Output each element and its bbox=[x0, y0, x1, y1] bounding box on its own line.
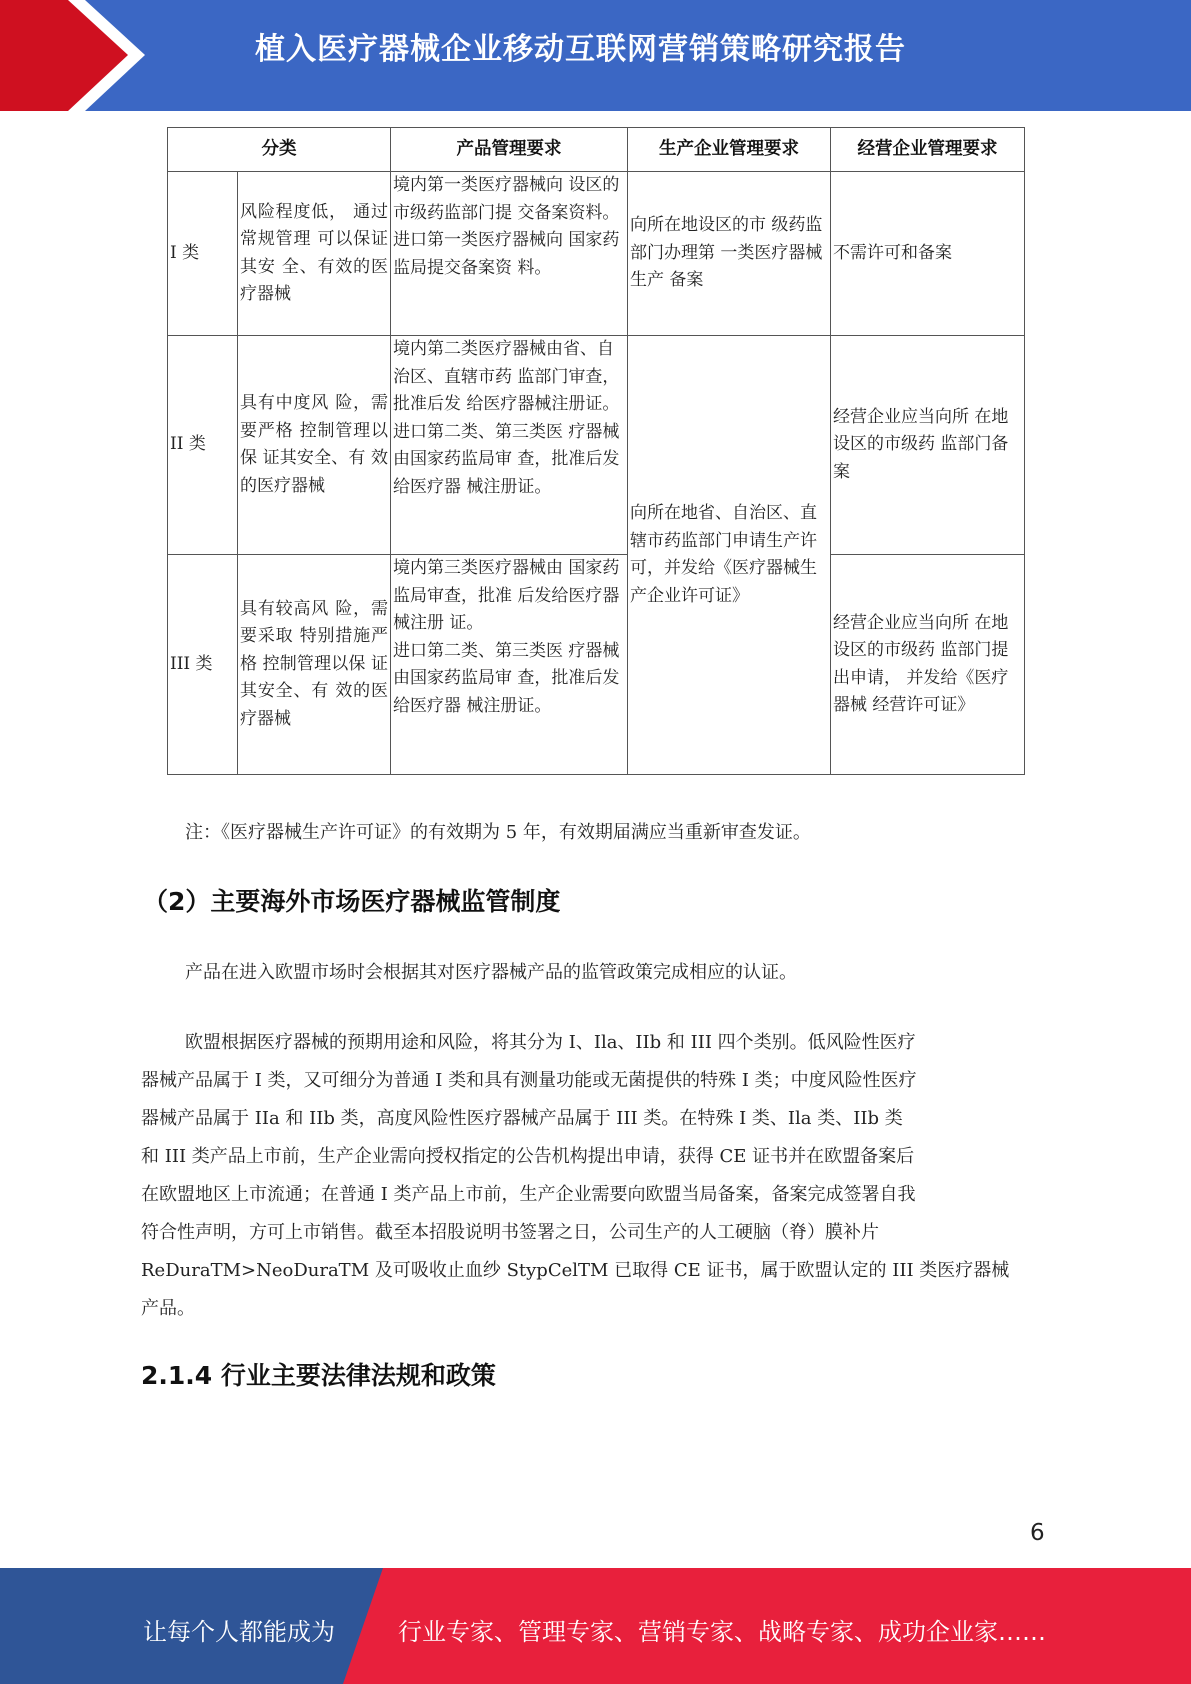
header-manufacturer-requirements: 生产企业管理要求 bbox=[628, 128, 831, 172]
table-row bbox=[168, 555, 1025, 775]
paragraph-line: 和 III 类产品上市前，生产企业需向授权指定的公告机构提出申请，获得 CE 证书并在欧盟备案后 bbox=[141, 1146, 915, 1167]
risk-cell: 具有中度风 险，需要严格 控制管理以保 证其安全、有 效的医疗器械 bbox=[238, 336, 391, 555]
product-requirement-cell bbox=[391, 336, 628, 555]
paragraph-line: 欧盟根据医疗器械的预期用途和风险，将其分为 I、Ila、IIb 和 III 四个类别。低风险性医疗 bbox=[185, 1032, 916, 1053]
class-cell: I 类 bbox=[168, 172, 238, 336]
risk-cell: 具有较高风 险，需要采取 特别措施严格 控制管理以保 证其安全、有 效的医疗器械 bbox=[238, 555, 391, 775]
regulation-table bbox=[167, 127, 1025, 775]
paragraph-line: 器械产品属于 IIa 和 IIb 类，高度风险性医疗器械产品属于 III 类。在特殊 I 类、Ila 类、IIb 类 bbox=[141, 1108, 903, 1129]
business-requirement-cell: 经营企业应当向所 在地设区的市级药 监部门备案 bbox=[831, 336, 1025, 555]
business-requirement-cell: 经营企业应当向所 在地设区的市级药 监部门提出申请， 并发给《医疗器械 经营许可证》 bbox=[831, 555, 1025, 775]
product-requirement-cell bbox=[391, 172, 628, 336]
page-header-band bbox=[0, 0, 1191, 111]
footer-slogan-left: 让每个人都能成为 bbox=[143, 1618, 335, 1646]
production-requirement-cell: 向所在地省、自治区、直辖市药监部门申请生产许可，并发给《医疗器械生产企业许可证》 bbox=[628, 336, 831, 775]
subsection-heading: （2）主要海外市场医疗器械监管制度 bbox=[143, 887, 561, 916]
table-note: 注：《医疗器械生产许可证》的有效期为 5 年，有效期届满应当重新审查发证。 bbox=[185, 822, 811, 843]
product-requirement-text: 境内第二类医疗器械由省、自治区、直辖市药 监部门审查，批准后发 给医疗器械注册证。 进口第二类、第三类医 疗器械由国家药监局审 查，批准后发给医疗器 械注册证。 bbox=[393, 339, 620, 497]
report-title: 植入医疗器械企业移动互联网营销策略研究报告 bbox=[255, 32, 906, 67]
paragraph-line: 产品。 bbox=[141, 1298, 195, 1319]
page-number: 6 bbox=[1030, 1520, 1045, 1546]
paragraph-line: ReDuraTM>NeoDuraTM 及可吸收止血纱 StypCelTM 已取得 CE 证书，属于欧盟认定的 III 类医疗器械 bbox=[141, 1260, 1010, 1281]
paragraph-line: 在欧盟地区上市流通；在普通 I 类产品上市前，生产企业需要向欧盟当局备案，备案完成签署自我 bbox=[141, 1184, 916, 1205]
business-requirement-cell: 不需许可和备案 bbox=[831, 172, 1025, 336]
product-requirement-text: 境内第一类医疗器械向 设区的市级药监部门提 交备案资料。 进口第一类医疗器械向 国家药监局提交备案资 料。 bbox=[393, 175, 620, 278]
header-category: 分类 bbox=[168, 128, 391, 172]
page-footer-band bbox=[0, 1568, 1191, 1684]
header-distributor-requirements: 经营企业管理要求 bbox=[831, 128, 1025, 172]
paragraph-eu-classification bbox=[141, 1024, 1047, 1328]
risk-cell: 风险程度低， 通过常规管理 可以保证其安 全、有效的医 疗器械 bbox=[238, 172, 391, 336]
product-requirement-cell bbox=[391, 555, 628, 775]
product-requirement-text: 境内第三类医疗器械由 国家药监局审查，批准 后发给医疗器械注册 证。 进口第二类、第三类医 疗器械由国家药监局审 查，批准后发给医疗器 械注册证。 bbox=[393, 558, 620, 716]
section-heading: 2.1.4 行业主要法律法规和政策 bbox=[141, 1361, 496, 1390]
table-row bbox=[168, 336, 1025, 555]
table-header-row bbox=[168, 128, 1025, 172]
paragraph: 产品在进入欧盟市场时会根据其对医疗器械产品的监管政策完成相应的认证。 bbox=[185, 962, 797, 983]
table-row bbox=[168, 172, 1025, 336]
paragraph-line: 器械产品属于 I 类，又可细分为普通 I 类和具有测量功能或无菌提供的特殊 I 类；中度风险性医疗 bbox=[141, 1070, 917, 1091]
footer-slogan-right: 行业专家、管理专家、营销专家、战略专家、成功企业家…… bbox=[398, 1618, 1046, 1646]
paragraph-line: 符合性声明，方可上市销售。截至本招股说明书签署之日，公司生产的人工硬脑（脊）膜补片 bbox=[141, 1222, 879, 1243]
class-cell: III 类 bbox=[168, 555, 238, 775]
header-product-requirements: 产品管理要求 bbox=[391, 128, 628, 172]
production-requirement-cell: 向所在地设区的市 级药监部门办理第 一类医疗器械生产 备案 bbox=[628, 172, 831, 336]
class-cell: II 类 bbox=[168, 336, 238, 555]
chevron-arrow-icon bbox=[0, 0, 160, 111]
